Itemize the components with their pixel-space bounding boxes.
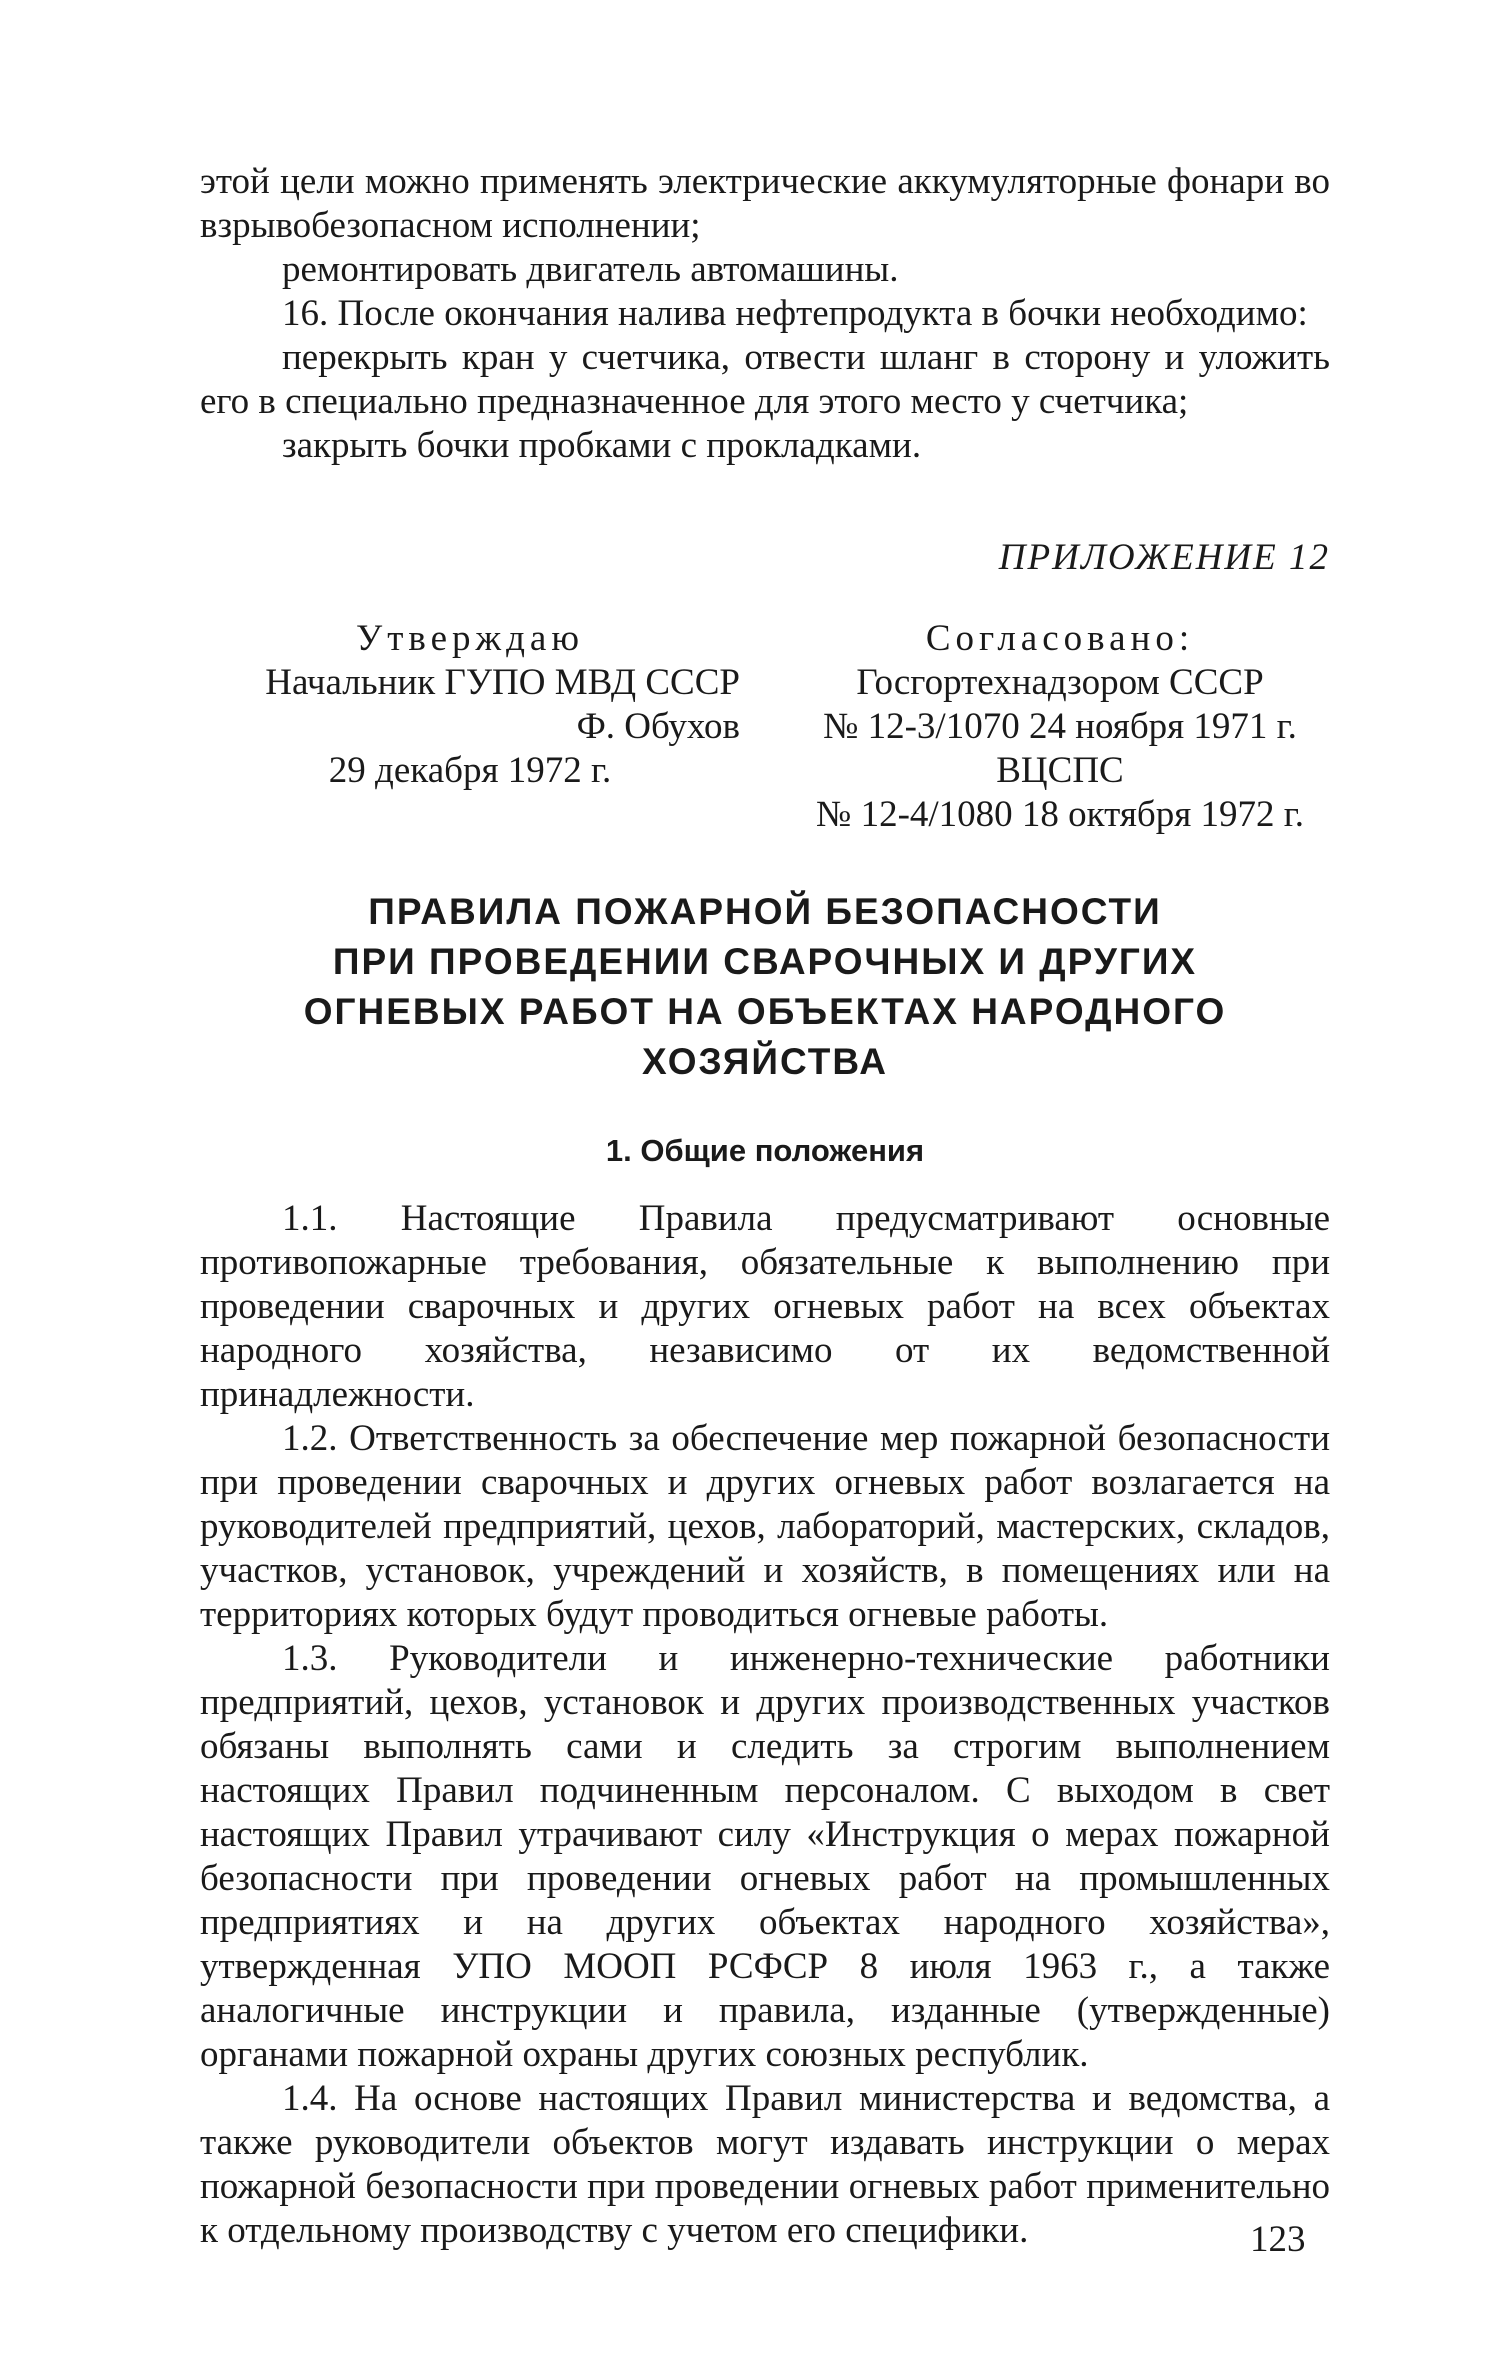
paragraph: 1.4. На основе настоящих Правил министерства и ведомства, а также руководители объектов могут издавать инструкции о мерах пожарной безопасности при проведении огневых работ применительно к отдельному производству с учетом его специфики.	[200, 2078, 1330, 2251]
paragraph: 16. После окончания налива нефтепродукта в бочки необходимо:	[282, 293, 1308, 334]
approval-block	[200, 617, 1330, 837]
paragraph: этой цели можно применять электрические аккумуляторные фонари во взрывобезопасном исполнении;	[200, 161, 1330, 246]
paragraph: ремонтировать двигатель автомашины.	[282, 249, 899, 290]
approved-by	[200, 617, 740, 837]
title-line: ПРАВИЛА ПОЖАРНОЙ БЕЗОПАСНОСТИ	[368, 891, 1162, 932]
title-line: ПРИ ПРОВЕДЕНИИ СВАРОЧНЫХ И ДРУГИХ	[332, 941, 1198, 982]
approval-date: 29 декабря 1972 г.	[328, 750, 612, 791]
agreed-by	[790, 617, 1330, 837]
section-text-block	[200, 1197, 1330, 2253]
agreement-org-2: ВЦСПС	[996, 750, 1124, 791]
document-title	[200, 887, 1330, 1087]
annex-label: ПРИЛОЖЕНИЕ 12	[998, 537, 1330, 578]
approval-signatory: Ф. Обухов	[576, 706, 740, 747]
title-line: ХОЗЯЙСТВА	[642, 1041, 888, 1082]
paragraph: 1.1. Настоящие Правила предусматривают основные противопожарные требования, обязательные к выполнению при проведении сварочных и других огневых работ на всех объектах народного хозяйства, независимо от их ведомственной принадлежности.	[200, 1198, 1330, 1415]
top-text-block	[200, 160, 1330, 468]
approval-position: Начальник ГУПО МВД СССР	[265, 662, 740, 703]
paragraph: 1.3. Руководители и инженерно-технические работники предприятий, цехов, установок и других производственных участков обязаны выполнять сами и следить за строгим выполнением настоящих Правил подчиненным персоналом. С выходом в свет настоящих Правил утрачивают силу «Инструкция о мерах пожарной безопасности при проведении огневых работ на промышленных предприятиях и на других объектах народного хозяйства», утвержденная УПО МООП РСФСР 8 июля 1963 г., а также аналогичные инструкции и правила, изданные (утвержденные) органами пожарной охраны других союзных республик.	[200, 1638, 1330, 2075]
agreement-heading: Согласовано:	[925, 618, 1195, 659]
agreement-org-1: Госгортехнадзором СССР	[856, 662, 1264, 703]
section-heading: 1. Общие положения	[605, 1133, 925, 1168]
approval-heading: Утверждаю	[356, 618, 584, 659]
paragraph: перекрыть кран у счетчика, отвести шланг в сторону и уложить его в специально предназначенное для этого место у счетчика;	[200, 337, 1330, 422]
title-line: ОГНЕВЫХ РАБОТ НА ОБЪЕКТАХ НАРОДНОГО	[303, 991, 1227, 1032]
paragraph: 1.2. Ответственность за обеспечение мер пожарной безопасности при проведении сварочных и других огневых работ возлагается на руководителей предприятий, цехов, лабораторий, мастерских, складов, участков, установок, учреждений и хозяйств, в помещениях или на территориях которых будут проводиться огневые работы.	[200, 1418, 1330, 1635]
page-number: 123	[1250, 2219, 1306, 2260]
agreement-ref-1: № 12-3/1070 24 ноября 1971 г.	[823, 706, 1297, 747]
paragraph: закрыть бочки пробками с прокладками.	[282, 425, 922, 466]
page-content	[200, 160, 1330, 2253]
agreement-ref-2: № 12-4/1080 18 октября 1972 г.	[816, 794, 1304, 835]
